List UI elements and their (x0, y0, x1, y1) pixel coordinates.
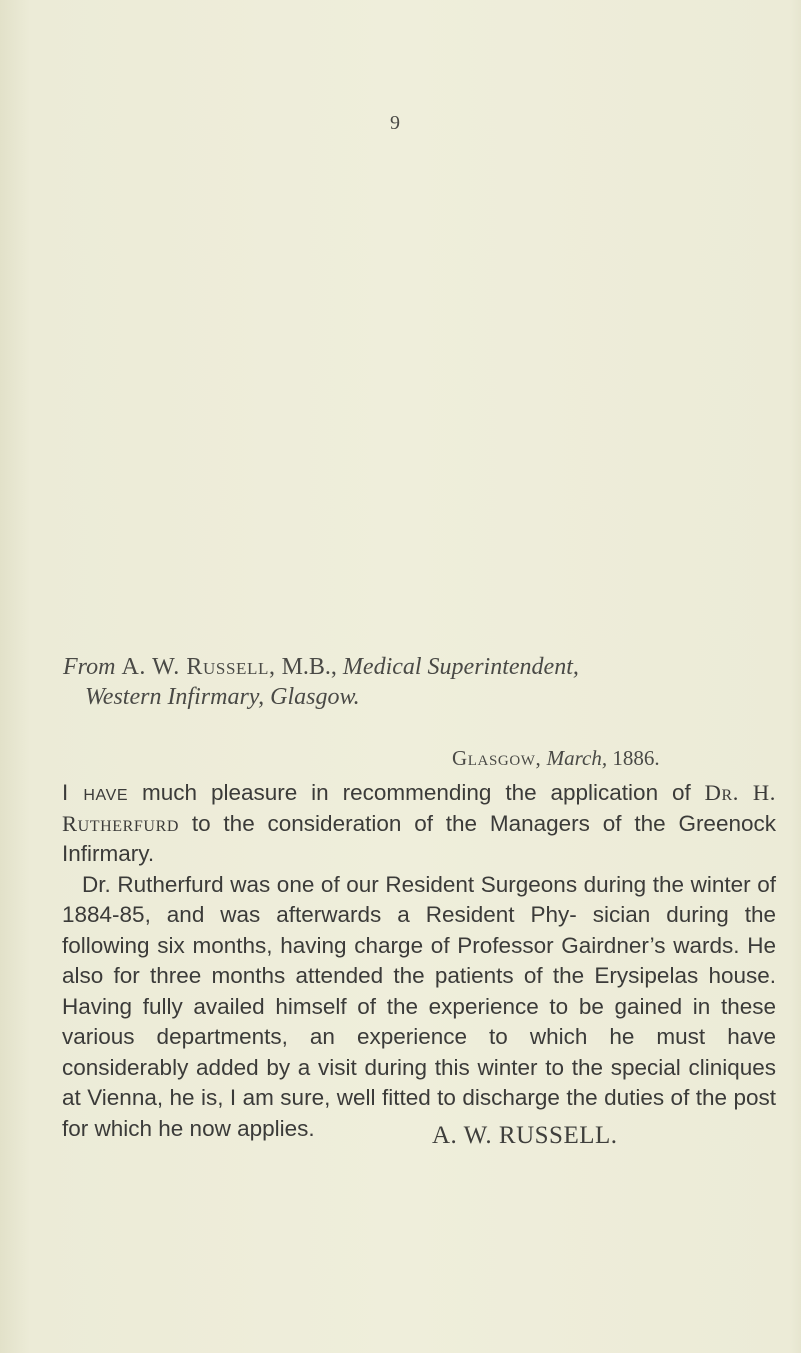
paragraph-2: Dr. Rutherfurd was one of our Resident Surgeons during the winter of 1884-85, and was afterwards a Resident Phy- sician during the following six months, having charge of Professor Gairdner’s wards. He also for three months attended the patients of the Erysipelas house. Having fully availed himself of the experience to be gained in these various departments, an experience to which he must have considerably added by a visit during this winter to the special cliniques at Vienna, he is, I am sure, well fitted to discharge the duties of the post for which he now applies. (62, 871, 776, 1141)
month: March, (546, 746, 608, 770)
place-date (452, 746, 660, 771)
header-degree: M.B., (281, 654, 337, 680)
letter-header (63, 652, 763, 712)
header-author-name: A. W. Russell, (121, 654, 276, 680)
doctor-name: Dr. H. Rutherfurd (62, 780, 776, 836)
letter-body (62, 778, 776, 1144)
header-institution: Western Infirmary, Glasgow. (85, 684, 360, 710)
header-title: Medical Superintendent, (342, 654, 579, 680)
header-line-2 (63, 682, 763, 712)
signature: A. W. RUSSELL. (432, 1122, 618, 1149)
opening-end: to the consideration of the Managers of the Greenock Infirmary. (62, 810, 776, 866)
opening-small-caps: I have (62, 780, 129, 805)
year: 1886. (612, 746, 660, 770)
place: Glasgow, (452, 746, 542, 770)
header-line-1 (63, 652, 763, 682)
paragraph-1 (62, 778, 776, 870)
page-number: 9 (390, 112, 400, 134)
opening-rest: much pleasure in recommending the application of (142, 780, 691, 805)
header-prefix: From (63, 654, 116, 680)
